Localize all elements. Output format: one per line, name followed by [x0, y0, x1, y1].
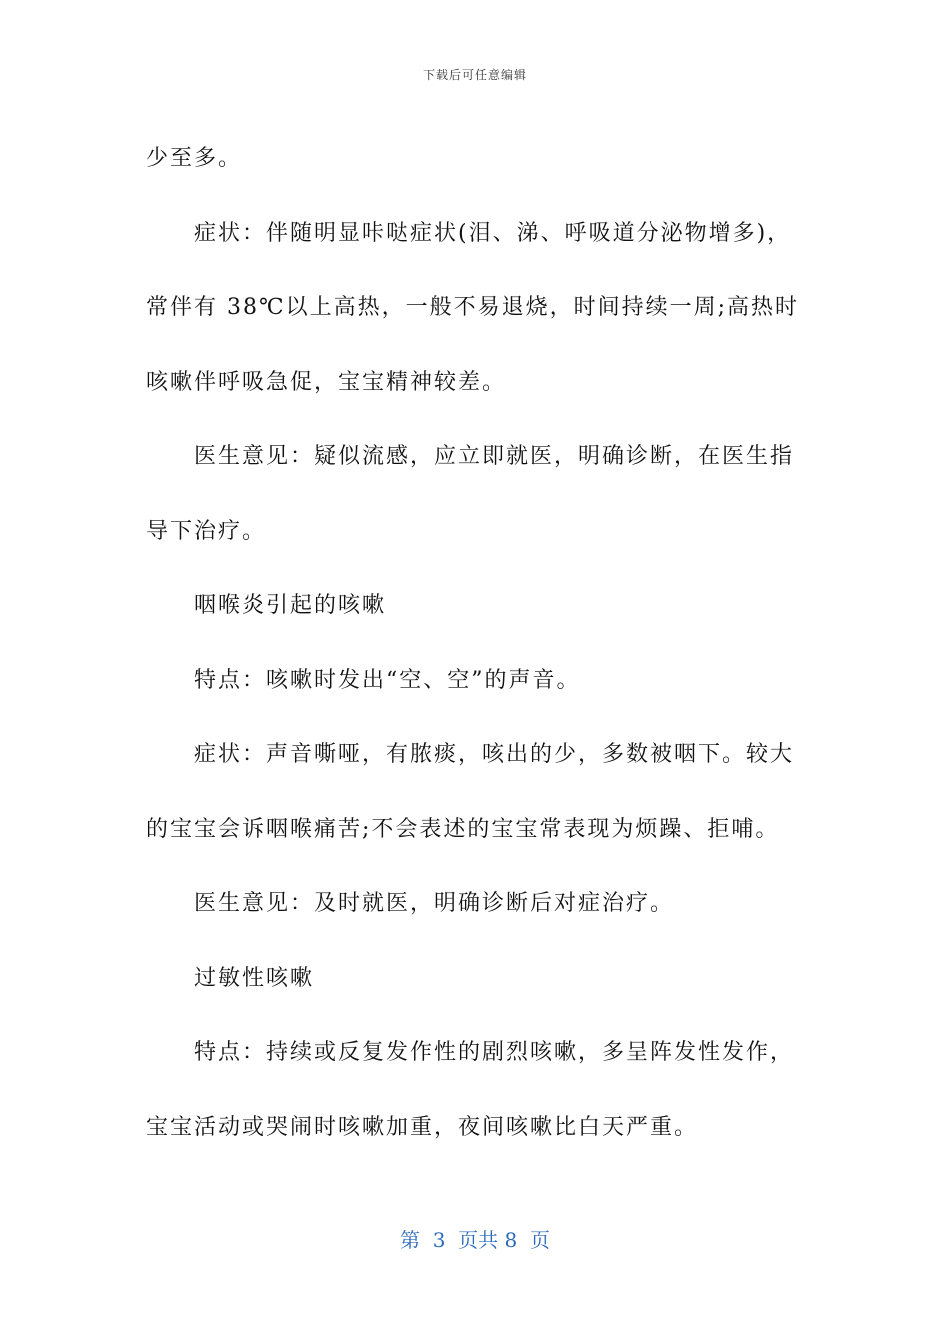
- paragraph-line: 特点：咳嗽时发出“空、空”的声音。: [194, 667, 581, 693]
- section-heading: 过敏性咳嗽: [194, 965, 315, 991]
- paragraph-line: 医生意见：及时就医，明确诊断后对症治疗。: [194, 891, 675, 916]
- section-heading: 咽喉炎引起的咳嗽: [194, 593, 387, 618]
- paragraph-line: 的宝宝会诉咽喉痛苦;不会表述的宝宝常表现为烦躁、拒哺。: [146, 816, 780, 842]
- paragraph-line: 宝宝活动或哭闹时咳嗽加重，夜间咳嗽比白天严重。: [146, 1114, 699, 1140]
- page-footer: 第 3 页共 8 页: [400, 1228, 550, 1252]
- document-body: [146, 122, 806, 1165]
- paragraph-line: 症状：伴随明显咔哒症状(泪、涕、呼吸道分泌物增多)，: [194, 220, 792, 246]
- paragraph-line: 常伴有 38℃以上高热，一般不易退烧，时间持续一周;高热时: [146, 295, 800, 320]
- page-header: 下载后可任意编辑: [422, 68, 527, 82]
- paragraph-line: 导下治疗。: [146, 518, 267, 544]
- paragraph-line: 咳嗽伴呼吸急促，宝宝精神较差。: [146, 369, 507, 395]
- paragraph-line: 医生意见：疑似流感，应立即就医，明确诊断，在医生指: [194, 444, 795, 469]
- paragraph-line: 特点：持续或反复发作性的剧烈咳嗽，多呈阵发性发作，: [194, 1040, 795, 1065]
- paragraph-line: 少至多。: [146, 146, 243, 171]
- paragraph-line: 症状：声音嘶哑，有脓痰，咳出的少，多数被咽下。较大: [194, 742, 795, 767]
